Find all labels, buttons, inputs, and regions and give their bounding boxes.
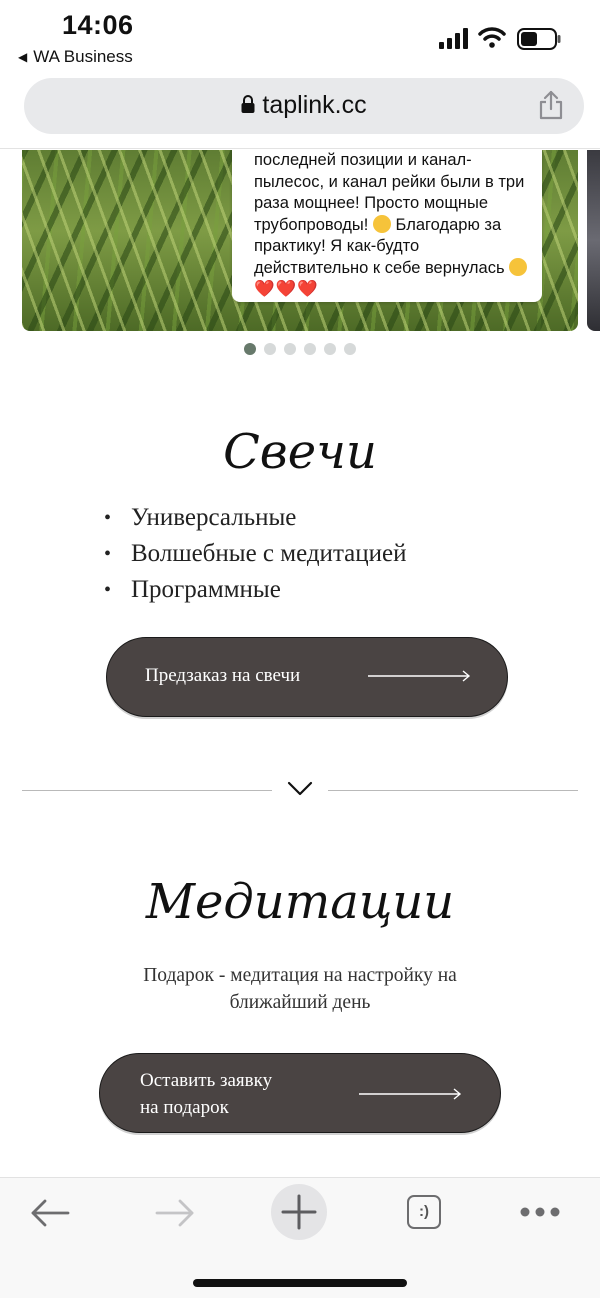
review-line: трубопроводы! — [254, 215, 373, 234]
review-line-group — [254, 258, 544, 280]
browser-toolbar — [0, 1177, 600, 1298]
candle-types-list — [104, 500, 407, 608]
next-slide-peek[interactable] — [587, 150, 600, 331]
review-text — [254, 150, 544, 301]
description-line: ближайший день — [229, 992, 371, 1013]
lock-icon — [241, 95, 255, 113]
carousel-dot[interactable] — [324, 343, 336, 355]
review-line: практику! Я как-будто — [254, 237, 420, 255]
status-time: 14:06 — [62, 10, 134, 40]
review-line: последней позиции и канал- — [254, 151, 472, 169]
url-text: taplink.cc — [262, 91, 367, 119]
more-dots-icon[interactable] — [519, 1202, 561, 1222]
arrow-left-icon[interactable] — [30, 1198, 70, 1228]
cellular-signal-icon — [439, 28, 469, 49]
review-line: раза мощнее! Просто мощные — [254, 194, 489, 212]
url-display[interactable] — [24, 91, 584, 120]
share-icon[interactable] — [538, 90, 564, 120]
review-line: Благодарю за — [395, 215, 502, 234]
description-line: Подарок - медитация на настройку на — [143, 965, 457, 986]
list-item: • Волшебные с медитацией — [104, 536, 407, 572]
status-bar — [0, 0, 600, 74]
section-divider-left — [22, 790, 272, 791]
back-app-label: WA Business — [33, 47, 133, 66]
carousel-dot[interactable] — [244, 343, 256, 355]
button-line: Оставить заявку — [140, 1070, 273, 1091]
request-button-label — [140, 1067, 272, 1121]
section-divider-right — [328, 790, 578, 791]
url-bar[interactable] — [24, 78, 584, 134]
list-item: • Универсальные — [104, 500, 407, 536]
header-divider — [0, 148, 600, 149]
preorder-candles-button[interactable] — [106, 637, 508, 717]
home-indicator[interactable] — [193, 1279, 407, 1287]
hearts-emoji: ❤️❤️❤️ — [254, 280, 319, 298]
battery-icon — [517, 28, 561, 50]
review-line: пылесос, и канал рейки были в три — [254, 172, 525, 191]
wifi-icon — [478, 26, 506, 48]
carousel-dot[interactable] — [304, 343, 316, 355]
button-line: на подарок — [140, 1097, 229, 1118]
chevron-down-icon — [287, 780, 313, 798]
meditations-title: Медитации — [145, 874, 455, 930]
back-to-app-link[interactable] — [18, 47, 133, 67]
review-card — [232, 150, 542, 302]
meditations-description — [100, 962, 500, 1016]
preorder-button-label: Предзаказ на свечи — [145, 665, 301, 686]
hug-emoji-icon — [509, 258, 527, 276]
request-gift-button[interactable] — [99, 1053, 501, 1133]
tabs-button[interactable]: :) — [407, 1195, 441, 1229]
plus-icon — [281, 1194, 317, 1230]
carousel-dot[interactable] — [344, 343, 356, 355]
carousel-pagination — [244, 343, 356, 355]
candles-title: Свечи — [223, 424, 377, 480]
smile-emoji-icon — [373, 215, 391, 233]
review-carousel-slide[interactable] — [22, 150, 578, 331]
arrow-right-icon[interactable] — [155, 1198, 195, 1228]
triangle-left-icon: ◀ — [18, 50, 28, 64]
review-line: действительно к себе вернулась — [254, 258, 510, 277]
arrow-right-icon — [367, 668, 471, 684]
carousel-dot[interactable] — [284, 343, 296, 355]
list-item: • Программные — [104, 572, 407, 608]
carousel-dot[interactable] — [264, 343, 276, 355]
arrow-right-icon — [358, 1086, 462, 1102]
review-line-group — [254, 215, 544, 237]
new-tab-button[interactable] — [271, 1184, 327, 1240]
